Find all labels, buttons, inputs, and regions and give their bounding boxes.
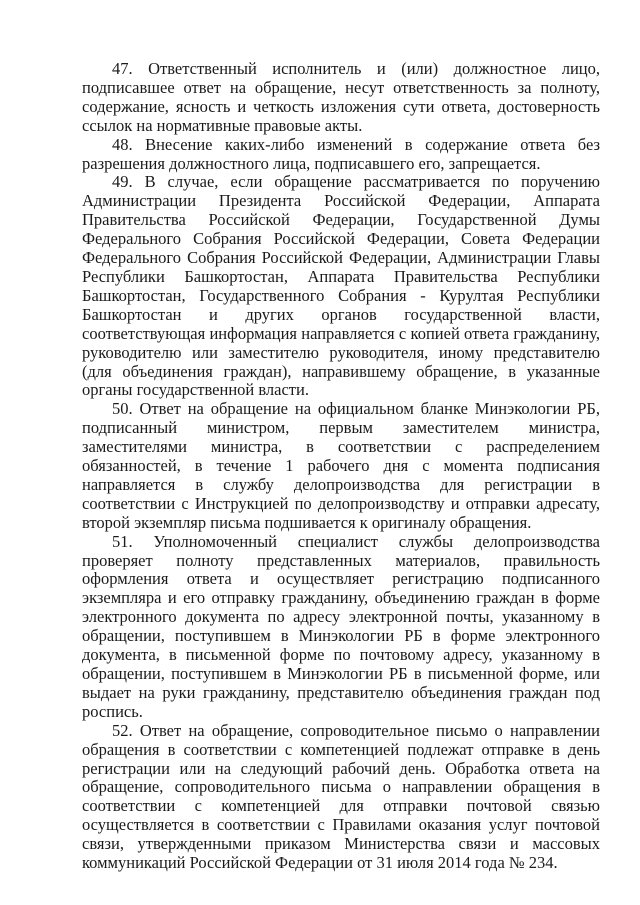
paragraph-51 — [82, 533, 600, 722]
paragraph-text: Ответ на обращение на официальном бланке Минэкологии РБ, подписанный министром, первым заместителем министра, заместителями министра, в соответствии с распределением обязанностей, в течение 1 рабочего дня с момента подписания направляется в службу делопроизводства для регистрации в соответствии с Инструкцией по делопроизводству и отправки адресату, второй экземпляр письма подшивается к оригиналу обращения. — [82, 399, 600, 532]
paragraph-text: Внесение каких-либо изменений в содержание ответа без разрешения должностного лица, подписавшего его, запрещается. — [82, 134, 600, 173]
paragraph-text: Ответственный исполнитель и (или) должностное лицо, подписавшее ответ на обращение, несут ответственность за полноту, содержание, ясность и четкость изложения сути ответа, достоверность ссылок на нормативные правовые акты. — [82, 59, 600, 135]
paragraph-number: 48. — [112, 134, 133, 154]
paragraph-number: 50. — [112, 399, 133, 419]
paragraph-47 — [82, 60, 600, 136]
paragraph-50 — [82, 400, 600, 532]
paragraph-number: 49. — [112, 172, 133, 192]
paragraph-48 — [82, 136, 600, 174]
paragraph-text: В случае, если обращение рассматривается по поручению Администрации Президента Российской Федерации, Аппарата Правительства Российской Федерации, Государственной Думы Федерального Собрания Российской Федерации, Совета Федерации Федерального Собрания Российской Федерации, Администрации Главы Республики Башкортостан, Аппарата Правительства Республики Башкортостан, Государственного Собрания - Курултая Республики Башкортостан и других органов государственной власти, соответствующая информация направляется с копией ответа гражданину, руководителю или заместителю руководителя, иному представителю (для объединения граждан), направившему обращение, в указанные органы государственной власти. — [82, 172, 600, 400]
paragraph-number: 51. — [112, 531, 133, 551]
paragraph-number: 52. — [112, 720, 133, 740]
paragraph-number: 47. — [112, 59, 133, 78]
paragraph-52 — [82, 722, 600, 873]
paragraph-text: Ответ на обращение, сопроводительное письмо о направлении обращения в соответствии с компетенцией подлежат отправке в день регистрации или на следующий рабочий день. Обработка ответа на обращение, сопроводительного письма о направлении обращения в соответствии с компетенцией для отправки почтовой связью осуществляется в соответствии с Правилами оказания услуг почтовой связи, утвержденными приказом Министерства связи и массовых коммуникаций Российской Федерации от 31 июля 2014 года № 234. — [82, 720, 600, 873]
paragraph-text: Уполномоченный специалист службы делопроизводства проверяет полноту представленных материалов, правильность оформления ответа и осуществляет регистрацию подписанного экземпляра и его отправку гражданину, объединению граждан в форме электронного документа по адресу электронной почты, указанному в обращении, поступившем в Минэкологии РБ в форме электронного документа, в письменной форме по почтовому адресу, указанному в обращении, поступившем в Минэкологии РБ в письменной форме, или выдает на руки гражданину, представителю объединения граждан под роспись. — [82, 531, 600, 721]
paragraph-49 — [82, 173, 600, 400]
